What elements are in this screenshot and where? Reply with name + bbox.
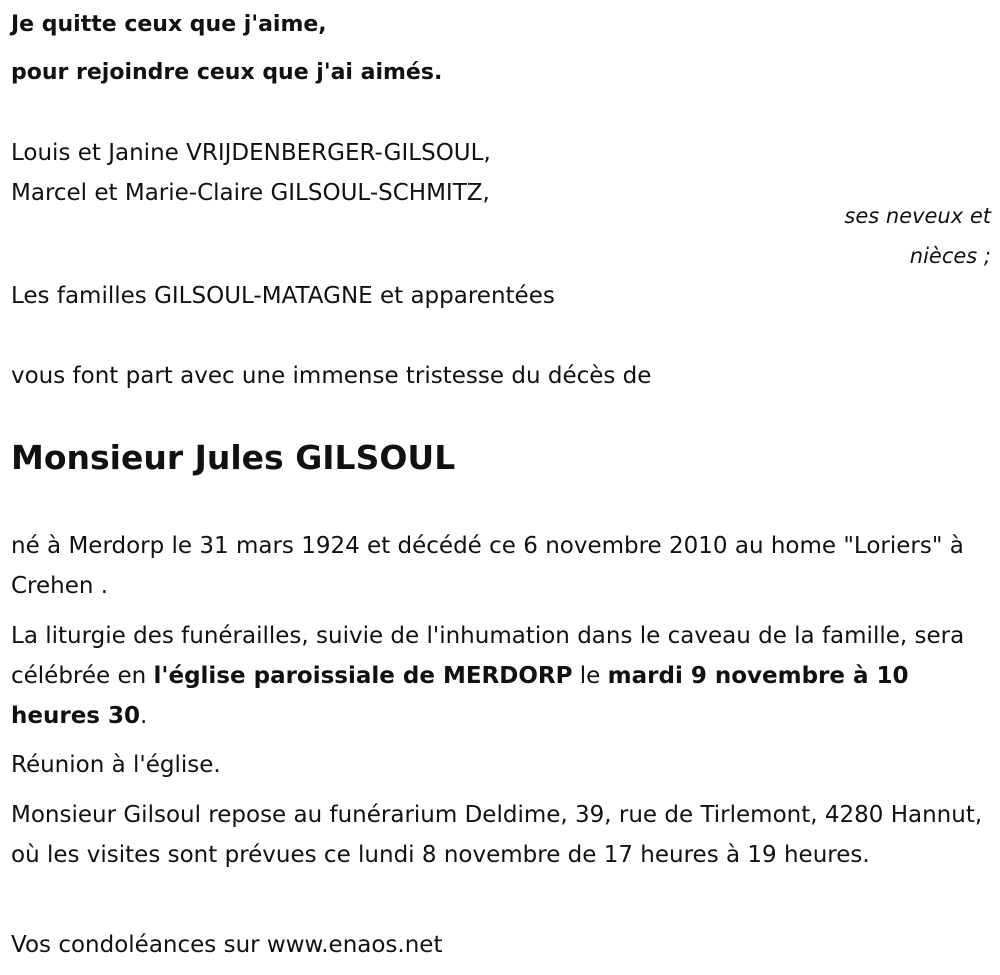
liturgy-church: l'église paroissiale de MERDORP [153, 663, 573, 689]
birth-death-paragraph: né à Merdorp le 31 mars 1924 et décédé ce 6 novembre 2010 au home "Loriers" à Crehen . [11, 533, 964, 599]
deceased-name: Monsieur Jules GILSOUL [11, 438, 456, 477]
liturgy-datetime: mardi 9 novembre à 10 heures 30 [11, 663, 909, 729]
epigraph-line-2: pour rejoindre ceux que j'ai aimés. [11, 60, 443, 85]
epigraph-line-1: Je quitte ceux que j'aime, [11, 12, 327, 37]
funeral-home-paragraph: Monsieur Gilsoul repose au funérarium Deldime, 39, rue de Tirlemont, 4280 Hannut, où les visites sont prévues ce lundi 8 novembre de 17 heures à 19 heures. [11, 802, 983, 868]
liturgy-text-before: La liturgie des funérailles, suivie de l'inhumation dans le caveau de la famille, sera célébrée en [11, 623, 965, 689]
liturgy-paragraph [11, 616, 986, 736]
liturgy-text-middle: le [572, 663, 608, 689]
announcement-text: vous font part avec une immense tristesse du décès de [11, 363, 652, 389]
condolences-paragraph: Vos condoléances sur www.enaos.net [11, 932, 443, 958]
liturgy-text-after: . [140, 703, 148, 729]
gathering-paragraph: Réunion à l'église. [11, 752, 221, 778]
family-line-1: Louis et Janine VRIJDENBERGER-GILSOUL, [11, 140, 491, 166]
family-line-3: Les familles GILSOUL-MATAGNE et apparentées [11, 283, 555, 309]
relation-line-1: ses neveux et [844, 204, 991, 228]
relation-line-2: nièces ; [909, 244, 991, 268]
family-line-2: Marcel et Marie-Claire GILSOUL-SCHMITZ, [11, 180, 490, 206]
